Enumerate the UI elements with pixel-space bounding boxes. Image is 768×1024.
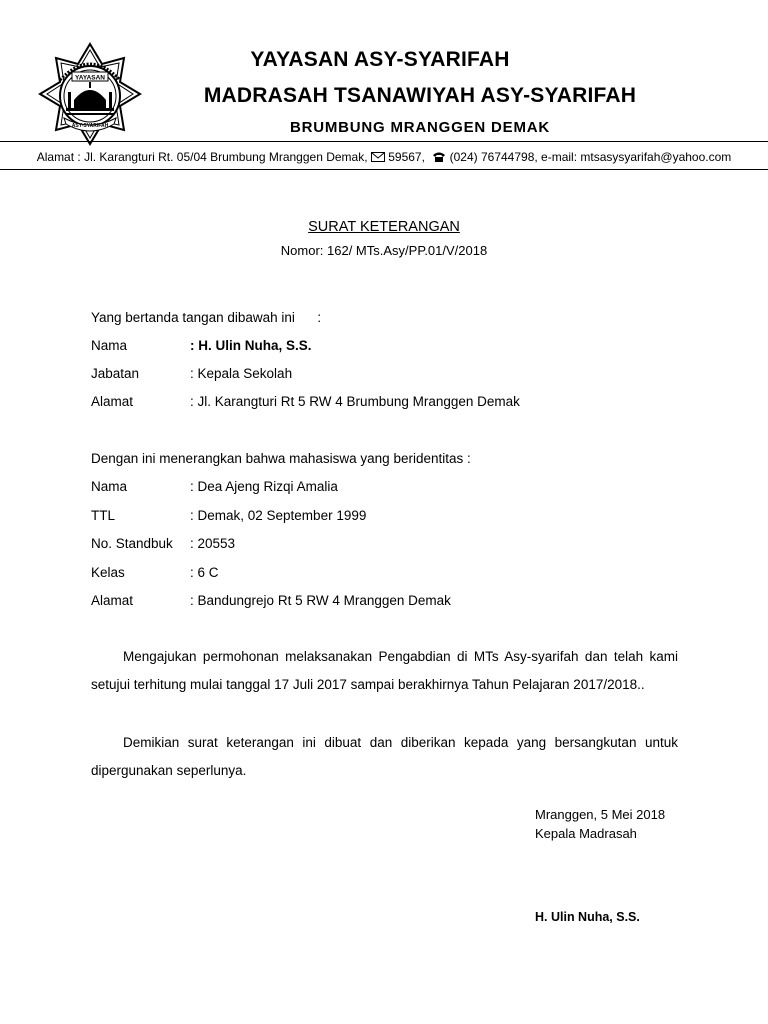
letter-title: SURAT KETERANGAN [308, 219, 460, 235]
postal-code: 59567, [388, 149, 425, 164]
school-name: MADRASAH TSANAWIYAH ASY-SYARIFAH [203, 84, 637, 107]
student-address-label: Alamat [91, 593, 134, 608]
student-name-value: : Dea Ajeng Rizqi Amalia [190, 479, 338, 494]
school-logo [38, 42, 142, 146]
signer-name-value: : H. Ulin Nuha, S.S. [190, 338, 312, 353]
address-line [0, 149, 768, 164]
signer-position-value: : Kepala Sekolah [190, 366, 293, 381]
body-paragraph-1 [91, 643, 678, 699]
intro-text: Yang bertanda tangan dibawah ini : [91, 310, 322, 325]
signer-name-label: Nama [91, 338, 128, 353]
student-class-label: Kelas [91, 565, 125, 580]
signature-name: H. Ulin Nuha, S.S. [535, 910, 640, 924]
paragraph-2-text: Demikian surat keterangan ini dibuat dan diberikan kepada yang bersangkutan untuk dipergunakan seperlunya. [91, 735, 678, 778]
header-rule-top [0, 141, 768, 142]
paragraph-1-text: Mengajukan permohonan melaksanakan Pengabdian di MTs Asy-syarifah dan telah kami setujui terhitung mulai tanggal 17 Juli 2017 sampai berakhirnya Tahun Pelajaran 2017/2018.. [91, 649, 678, 692]
signature-place-date: Mranggen, 5 Mei 2018 [535, 807, 666, 822]
student-birth-label: TTL [91, 508, 116, 523]
student-address-value: : Bandungrejo Rt 5 RW 4 Mranggen Demak [190, 593, 451, 608]
signer-address-value: : Jl. Karangturi Rt 5 RW 4 Brumbung Mranggen Demak [190, 394, 520, 409]
student-name-label: Nama [91, 479, 128, 494]
signature-position: Kepala Madrasah [535, 826, 637, 841]
letter-number: Nomor: 162/ MTs.Asy/PP.01/V/2018 [280, 243, 488, 258]
logo-banner-text: YAYASAN [75, 74, 105, 82]
signer-position-label: Jabatan [91, 366, 140, 381]
student-class-value: : 6 C [190, 565, 219, 580]
header-rule-bottom [0, 169, 768, 170]
envelope-icon [371, 152, 385, 162]
school-location: BRUMBUNG MRANGGEN DEMAK [289, 119, 551, 136]
telephone-icon [432, 151, 446, 163]
student-birth-value: : Demak, 02 September 1999 [190, 508, 367, 523]
mosque-emblem-icon [40, 44, 140, 144]
phone-email: (024) 76744798, e-mail: mtsasysyarifah@yahoo.com [449, 149, 732, 164]
student-id-label: No. Standbuk [91, 536, 173, 551]
statement-text: Dengan ini menerangkan bahwa mahasiswa yang beridentitas : [91, 451, 471, 466]
logo-bottom-text: ASY-SYARIFAH [71, 123, 109, 129]
body-paragraph-2 [91, 729, 678, 785]
student-id-value: : 20553 [190, 536, 236, 551]
address-text: Alamat : Jl. Karangturi Rt. 05/04 Brumbung Mranggen Demak, [36, 149, 368, 164]
foundation-name: YAYASAN ASY-SYARIFAH [250, 48, 510, 71]
signer-address-label: Alamat [91, 394, 134, 409]
